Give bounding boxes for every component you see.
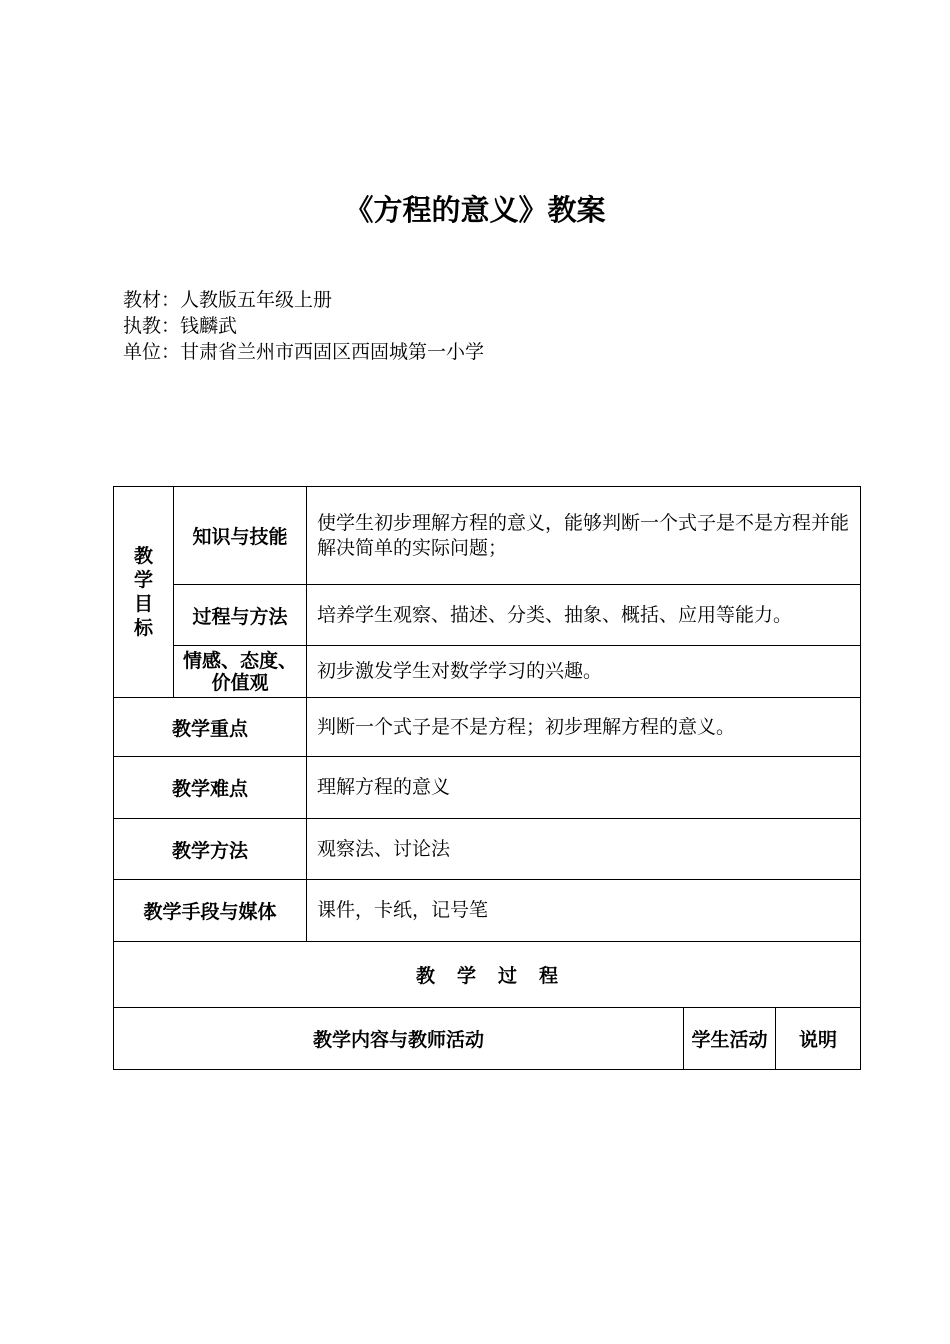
row-media	[114, 880, 861, 942]
row-key-points	[114, 698, 861, 757]
goals-label-cell	[114, 487, 174, 698]
goal-content-attitude: 初步激发学生对数学学习的兴趣。	[307, 646, 861, 698]
meta-unit: 单位：甘肃省兰州市西固区西固城第一小学	[123, 341, 485, 363]
process-col-student: 学生活动	[684, 1008, 776, 1070]
methods-content: 观察法、讨论法	[307, 819, 861, 880]
difficulties-content: 理解方程的意义	[307, 757, 861, 819]
goal-content-knowledge: 使学生初步理解方程的意义，能够判断一个式子是不是方程并能解决简单的实际问题；	[307, 487, 861, 585]
row-process-title	[114, 942, 861, 1008]
goal-row-knowledge	[114, 487, 861, 585]
process-title: 教学过程	[114, 942, 861, 1008]
goals-label: 教学目标	[134, 545, 154, 639]
media-label: 教学手段与媒体	[114, 880, 307, 942]
lesson-plan-table	[113, 486, 861, 1070]
key-points-content: 判断一个式子是不是方程；初步理解方程的意义。	[307, 698, 861, 757]
row-difficulties	[114, 757, 861, 819]
key-points-label: 教学重点	[114, 698, 307, 757]
process-col-notes: 说明	[776, 1008, 861, 1070]
meta-textbook: 教材：人教版五年级上册	[123, 289, 333, 311]
difficulties-label: 教学难点	[114, 757, 307, 819]
row-methods	[114, 819, 861, 880]
goal-label-process: 过程与方法	[174, 585, 307, 646]
goal-label-attitude: 情感、态度、价值观	[174, 646, 307, 698]
row-process-columns	[114, 1008, 861, 1070]
process-col-teacher: 教学内容与教师活动	[114, 1008, 684, 1070]
goal-label-knowledge: 知识与技能	[174, 487, 307, 585]
goal-content-process: 培养学生观察、描述、分类、抽象、概括、应用等能力。	[307, 585, 861, 646]
media-content: 课件，卡纸，记号笔	[307, 880, 861, 942]
methods-label: 教学方法	[114, 819, 307, 880]
document-title: 《方程的意义》教案	[344, 193, 606, 227]
goal-row-attitude	[114, 646, 861, 698]
meta-teacher: 执教：钱麟武	[123, 315, 238, 337]
goal-row-process	[114, 585, 861, 646]
document-meta	[123, 287, 484, 365]
